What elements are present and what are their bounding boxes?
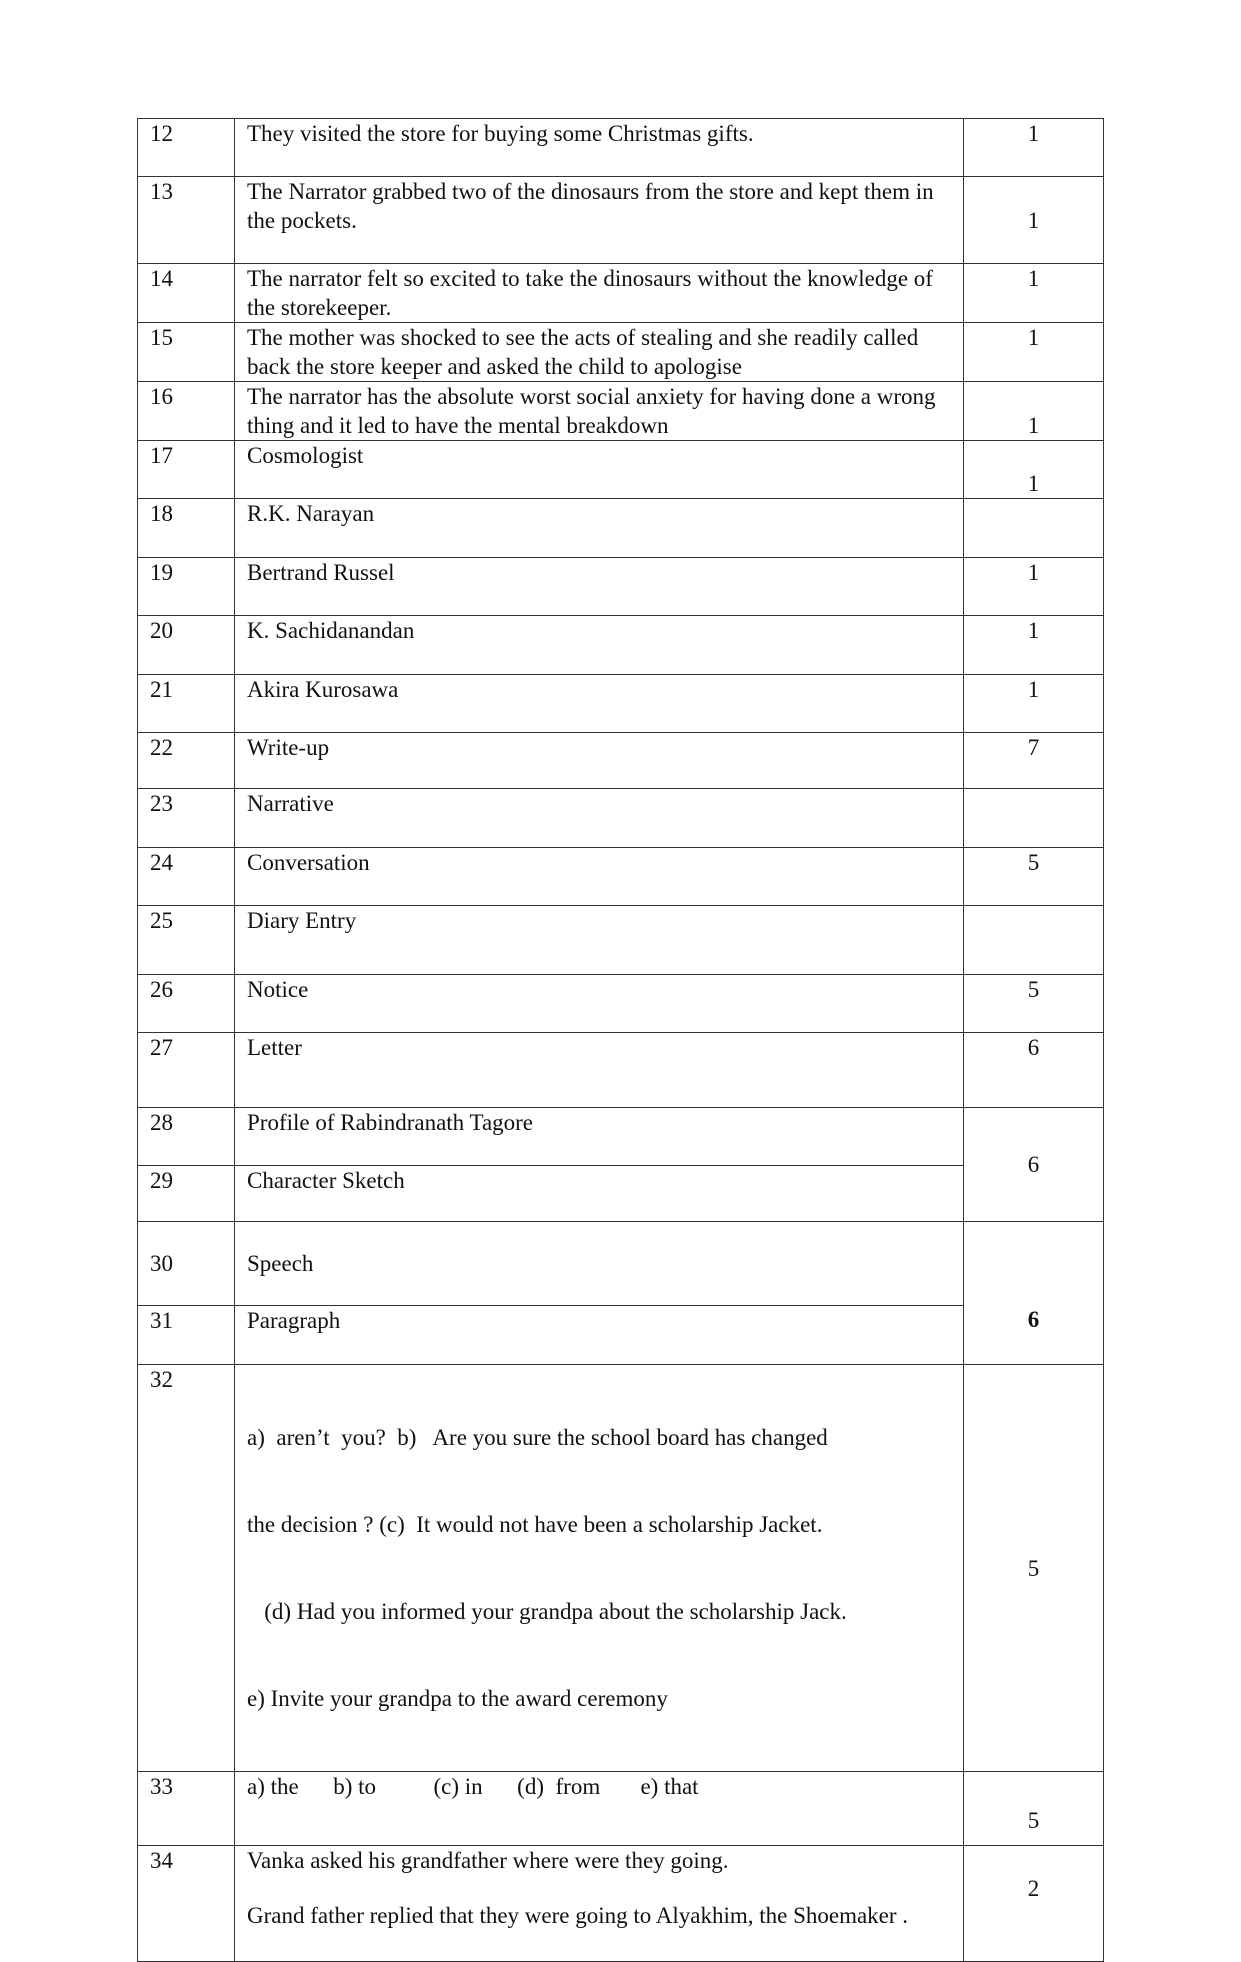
question-number: 30	[138, 1222, 235, 1306]
marks-cell: 1	[964, 177, 1104, 264]
marks-cell: 1	[964, 264, 1104, 323]
answer-text: Narrative	[235, 789, 964, 848]
answer-text: Write-up	[235, 733, 964, 789]
table-row	[138, 975, 1104, 1033]
answer-line: the decision ? (c) It would not have been a scholarship Jacket.	[247, 1512, 823, 1537]
marks-cell	[964, 499, 1104, 558]
marks-cell	[964, 789, 1104, 848]
answer-key-table	[137, 118, 1104, 1962]
question-number: 27	[138, 1033, 235, 1108]
table-row	[138, 177, 1104, 264]
question-number: 25	[138, 906, 235, 975]
marks-cell: 1	[964, 441, 1104, 499]
answer-text	[235, 1365, 964, 1772]
marks-cell: 6	[964, 1033, 1104, 1108]
marks-cell: 5	[964, 1365, 1104, 1772]
marks-cell-merged: 6	[964, 1222, 1104, 1365]
question-number: 20	[138, 616, 235, 675]
answer-text: Character Sketch	[235, 1166, 964, 1222]
table-row	[138, 382, 1104, 441]
table-row	[138, 119, 1104, 177]
question-number: 15	[138, 323, 235, 382]
marks-cell-merged: 6	[964, 1108, 1104, 1222]
answer-text: They visited the store for buying some Christmas gifts.	[235, 119, 964, 177]
question-number: 34	[138, 1846, 235, 1962]
answer-text: Speech	[235, 1222, 964, 1306]
marks-cell: 5	[964, 1772, 1104, 1846]
table-row	[138, 499, 1104, 558]
answer-text: Letter	[235, 1033, 964, 1108]
question-number: 33	[138, 1772, 235, 1846]
answer-text: Bertrand Russel	[235, 558, 964, 616]
answer-text: R.K. Narayan	[235, 499, 964, 558]
table-row	[138, 733, 1104, 789]
answer-text	[235, 1846, 964, 1962]
question-number: 32	[138, 1365, 235, 1772]
marks-cell: 7	[964, 733, 1104, 789]
question-number: 16	[138, 382, 235, 441]
table-row	[138, 264, 1104, 323]
table-row	[138, 616, 1104, 675]
answer-text: The narrator felt so excited to take the dinosaurs without the knowledge of the storekeeper.	[235, 264, 964, 323]
answer-line: a) aren’t you? b) Are you sure the school board has changed	[247, 1425, 828, 1450]
answer-text: Cosmologist	[235, 441, 964, 499]
marks-cell: 1	[964, 323, 1104, 382]
table-row	[138, 1306, 1104, 1365]
marks-cell: 1	[964, 558, 1104, 616]
answer-text: Profile of Rabindranath Tagore	[235, 1108, 964, 1166]
question-number: 23	[138, 789, 235, 848]
marks-cell: 1	[964, 119, 1104, 177]
answer-text: Conversation	[235, 848, 964, 906]
question-number: 31	[138, 1306, 235, 1365]
table-row	[138, 323, 1104, 382]
marks-cell: 5	[964, 975, 1104, 1033]
answer-text: Notice	[235, 975, 964, 1033]
table-row	[138, 1846, 1104, 1962]
table-row	[138, 441, 1104, 499]
table-row	[138, 558, 1104, 616]
table-row	[138, 1772, 1104, 1846]
answer-text: Diary Entry	[235, 906, 964, 975]
marks-cell: 1	[964, 616, 1104, 675]
table-row	[138, 675, 1104, 733]
answer-text: Paragraph	[235, 1306, 964, 1365]
table-row	[138, 1108, 1104, 1166]
answer-text: The mother was shocked to see the acts of stealing and she readily called back the store keeper and asked the child to apologise	[235, 323, 964, 382]
question-number: 18	[138, 499, 235, 558]
table-row	[138, 1166, 1104, 1222]
answer-line: Grand father replied that they were going to Alyakhim, the Shoemaker .	[247, 1903, 909, 1928]
answer-text: The narrator has the absolute worst social anxiety for having done a wrong thing and it led to have the mental breakdown	[235, 382, 964, 441]
table-row	[138, 1222, 1104, 1306]
marks-cell: 1	[964, 675, 1104, 733]
marks-cell: 1	[964, 382, 1104, 441]
table-row	[138, 1033, 1104, 1108]
table-row	[138, 906, 1104, 975]
answer-text: K. Sachidanandan	[235, 616, 964, 675]
table-row	[138, 1365, 1104, 1772]
answer-text: The Narrator grabbed two of the dinosaurs from the store and kept them in the pockets.	[235, 177, 964, 264]
question-number: 24	[138, 848, 235, 906]
question-number: 17	[138, 441, 235, 499]
answer-line: (d) Had you informed your grandpa about the scholarship Jack.	[247, 1599, 847, 1624]
question-number: 22	[138, 733, 235, 789]
table-row	[138, 789, 1104, 848]
answer-text: Akira Kurosawa	[235, 675, 964, 733]
question-number: 29	[138, 1166, 235, 1222]
question-number: 13	[138, 177, 235, 264]
question-number: 26	[138, 975, 235, 1033]
marks-cell: 5	[964, 848, 1104, 906]
question-number: 12	[138, 119, 235, 177]
question-number: 28	[138, 1108, 235, 1166]
marks-cell	[964, 906, 1104, 975]
question-number: 19	[138, 558, 235, 616]
answer-line: e) Invite your grandpa to the award ceremony	[247, 1686, 668, 1711]
marks-cell: 2	[964, 1846, 1104, 1962]
answer-line: Vanka asked his grandfather where were they going.	[247, 1848, 729, 1873]
question-number: 14	[138, 264, 235, 323]
table-row	[138, 848, 1104, 906]
answer-text: a) the b) to (c) in (d) from e) that	[235, 1772, 964, 1846]
question-number: 21	[138, 675, 235, 733]
